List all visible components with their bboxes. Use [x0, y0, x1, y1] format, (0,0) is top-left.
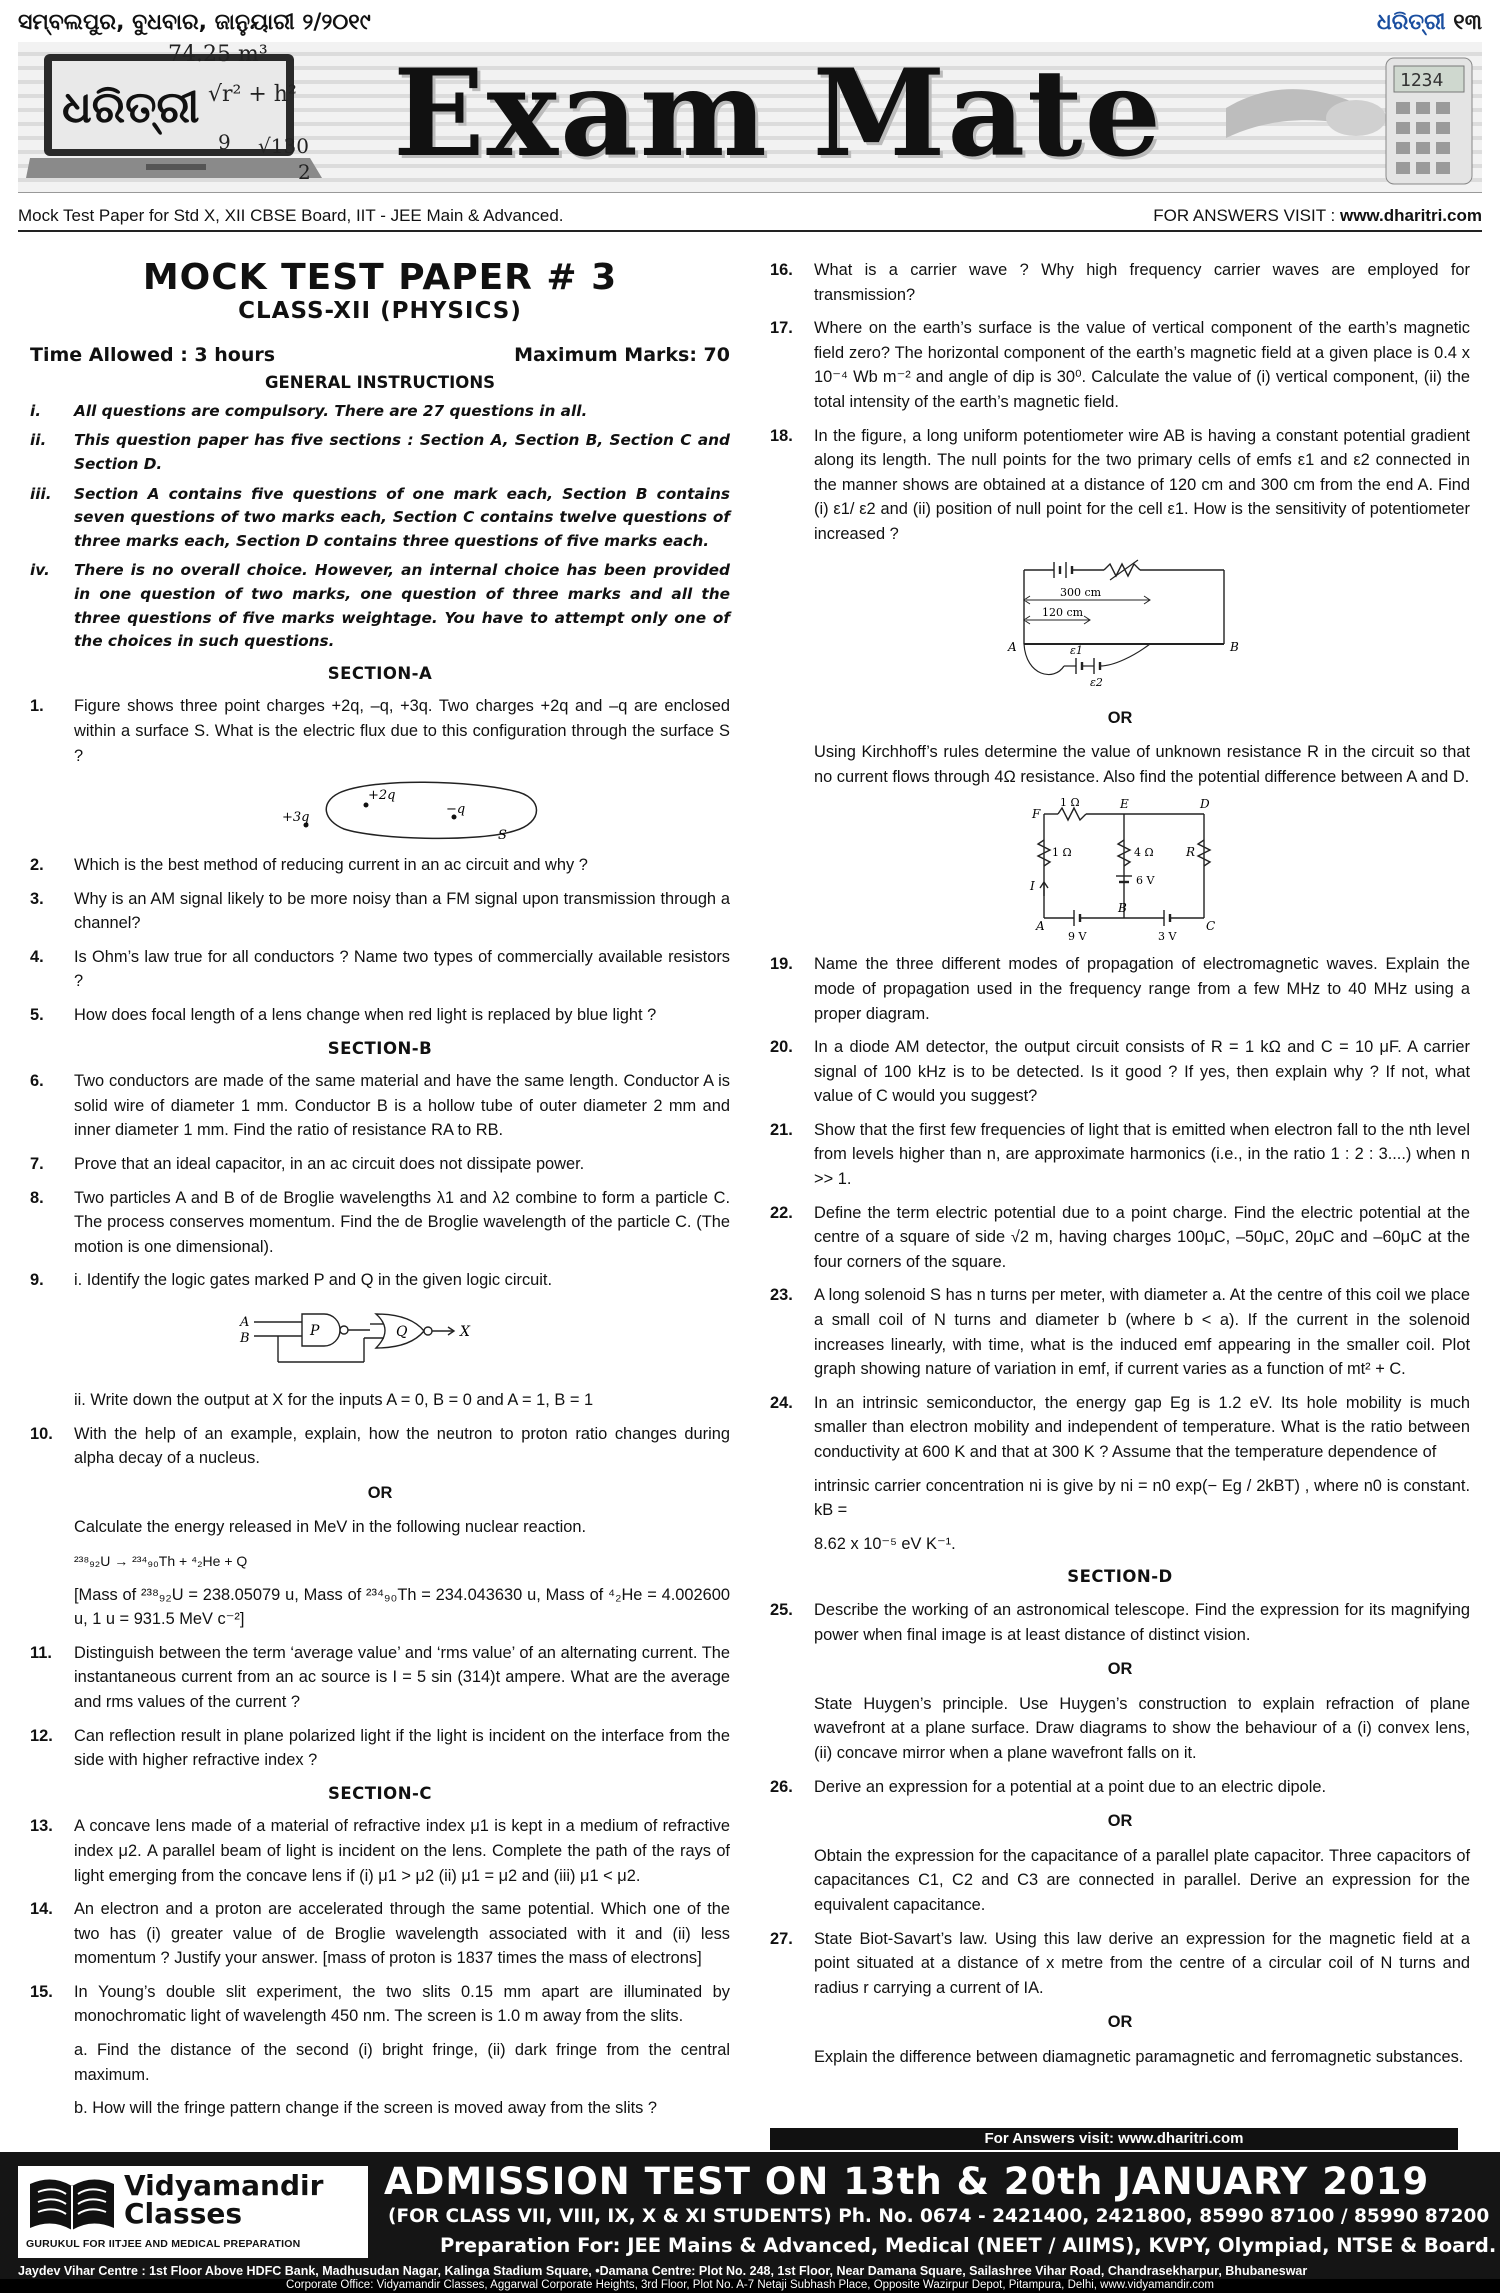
instruction-num: iii. — [30, 484, 52, 503]
question-2 — [30, 853, 730, 878]
gate-label: P — [310, 1323, 320, 1339]
question-15 — [30, 1980, 730, 2029]
question-number: 6. — [30, 1072, 44, 1091]
logo-name-line2: Classes — [124, 2197, 243, 2230]
question-number: 26. — [770, 1777, 793, 1796]
gate-label: Q — [396, 1324, 408, 1340]
question-number: 13. — [30, 1817, 53, 1836]
or-label: OR — [1107, 1660, 1133, 1679]
question-22 — [770, 1201, 1470, 1275]
node-label: F — [1032, 807, 1041, 822]
question-text: Distinguish between the term ‘average value’ and ‘rms value’ of an alternating current. The instantaneous current from an ac source is I = 5 sin (314)t ampere. What are the average and rms values of the current ? — [74, 1643, 730, 1711]
open-book-icon — [26, 2174, 118, 2234]
instruction-item — [30, 400, 730, 424]
gate-input-label: B — [240, 1331, 250, 1346]
question-text: A long solenoid S has n turns per meter, with diameter a. At the centre of this coil we place a small coil of N turns and diameter b (where b < a). If the current in the solenoid increases linearly, with time, what is the induced emf appearing in the smaller coil. Plot graph showing nature of variation in emf, if current varies as a function of mt² + C. — [814, 1286, 1470, 1379]
gate-output-label: X — [460, 1324, 470, 1340]
resistor-label: 4 Ω — [1134, 846, 1154, 860]
logic-circuit-figure — [74, 1302, 714, 1382]
question-20 — [770, 1035, 1470, 1109]
question-7 — [30, 1152, 730, 1177]
question-25 — [770, 1598, 1470, 1647]
question-12 — [30, 1724, 730, 1773]
question-number: 5. — [30, 1006, 44, 1025]
question-number: 4. — [30, 947, 44, 966]
formula-text: 2 — [298, 160, 311, 184]
resistor-label: 1 Ω — [1052, 846, 1072, 860]
laptop-logo-text: ଧରିତ୍ରୀ — [62, 82, 200, 133]
question-text: Two conductors are made of the same material and have the same length. Conductor A is solid wire of diameter 1 mm. Conductor B is a hollow tube of outer diameter 2 mm and inner diameter 1 mm. Find the ratio of resistance RA to RB. — [74, 1072, 730, 1140]
gate-input-label: A — [240, 1315, 250, 1330]
charge-label: +3q — [282, 810, 310, 826]
question-4 — [30, 945, 730, 994]
question-10 — [30, 1422, 730, 1471]
question-text: A concave lens made of a material of refractive index μ1 is kept in a medium of refractive index μ2. A parallel beam of light is incident on the lens. Complete the path of the rays of light emerging from the concave lens if (i) μ1 > μ2 (ii) μ1 = μ2 and (iii) μ1 < μ2. — [74, 1817, 730, 1885]
question-text: State Biot-Savart’s law. Using this law derive an expression for the magnetic field at a point situated at a distance of x metre from the centre of a circular coil of N turns and radius r carrying a current of IA. — [814, 1929, 1470, 1997]
question-text: Prove that an ideal capacitor, in an ac circuit does not dissipate power. — [74, 1155, 585, 1174]
exam-mate-banner — [18, 42, 1482, 193]
formula-text: 9 — [218, 130, 231, 154]
question-10-alt: Calculate the energy released in MeV in the following nuclear reaction. — [74, 1518, 587, 1537]
logo-tagline: GURUKUL FOR IITJEE AND MEDICAL PREPARATION — [26, 2238, 301, 2250]
time-marks-row — [30, 343, 730, 369]
question-text: Describe the working of an astronomical telescope. Find the expression for its magnifying power when final image is at least distance of distinct vision. — [814, 1600, 1470, 1644]
question-17 — [770, 316, 1470, 414]
question-number: 11. — [30, 1643, 52, 1662]
question-text: Derive an expression for a potential at a point due to an electric dipole. — [814, 1777, 1327, 1796]
node-label: C — [1206, 919, 1216, 934]
newspaper-brand: ଧରିତ୍ରୀ — [1376, 10, 1446, 35]
question-text: With the help of an example, explain, how the neutron to proton ratio changes during alpha decay of a nucleus. — [74, 1424, 730, 1468]
question-text: Two particles A and B of de Broglie wavelengths λ1 and λ2 combine to form a particle C. The process conserves momentum. Find the de Broglie wavelength of the particle C. (The motion is one dimensional). — [74, 1188, 730, 1256]
question-26-alt: Obtain the expression for the capacitance of a parallel plate capacitor. Three capacitors of capacitances C1, C2 and C3 are connected in parallel. Derive an expression for the equivalent capacitance. — [814, 1846, 1470, 1914]
question-18-alt: Using Kirchhoff’s rules determine the value of unknown resistance R in the circuit so that no current flows through 4Ω resistance. Also find the potential difference between A and D. — [814, 743, 1470, 786]
question-number: 18. — [770, 426, 793, 445]
question-24 — [770, 1391, 1470, 1465]
question-8 — [30, 1186, 730, 1260]
question-24-constant: 8.62 x 10⁻⁵ eV K⁻¹. — [814, 1534, 956, 1553]
instruction-num: i. — [30, 401, 42, 420]
question-text: Is Ohm’s law true for all conductors ? Name two types of commercially available resistors ? — [74, 947, 730, 991]
formula-text: √r² + h² — [208, 82, 297, 107]
ad-preparation: Preparation For: JEE Mains & Advanced, Medical (NEET / AIIMS), KVPY, Olympiad, NTSE & Board. — [440, 2234, 1497, 2257]
nuclear-equation: ²³⁸₉₂U → ²³⁴₉₀Th + ⁴₂He + Q — [74, 1552, 248, 1569]
paper-title: MOCK TEST PAPER # 3 — [142, 257, 618, 298]
formula-text: √130 — [258, 134, 309, 158]
emf-label: ε1 — [1070, 643, 1083, 657]
question-9 — [30, 1268, 730, 1293]
section-a-heading: SECTION-A — [327, 663, 433, 683]
maximum-marks: Maximum Marks: 70 — [514, 344, 730, 367]
answers-footer-strip[interactable]: For Answers visit: www.dharitri.com — [770, 2128, 1458, 2150]
question-number: 25. — [770, 1600, 793, 1619]
question-3 — [30, 887, 730, 936]
answers-link-line — [1153, 206, 1482, 226]
node-label: D — [1200, 798, 1210, 812]
formula-text: 74.25 m³ — [168, 42, 268, 67]
question-number: 23. — [770, 1286, 793, 1305]
potentiometer-figure — [814, 556, 1454, 696]
battery-label: 3 V — [1158, 930, 1177, 944]
question-number: 14. — [30, 1900, 53, 1919]
question-number: 16. — [770, 261, 793, 279]
right-column — [770, 258, 1470, 2078]
question-23 — [770, 1283, 1470, 1381]
node-label: E — [1120, 798, 1129, 812]
question-text: In Young’s double slit experiment, the two slits 0.15 mm apart are illuminated by monochromatic light of wavelength 450 nm. The screen is 1.0 m away from the slits. — [74, 1982, 730, 2026]
question-text: In a diode AM detector, the output circuit consists of R = 1 kΩ and C = 10 μF. A carrier signal of 100 kHz is to be detected. Is it good ? If yes, then explain why ? If not, what value of C would you suggest? — [814, 1038, 1470, 1106]
battery-label: 6 V — [1136, 874, 1155, 888]
instruction-item — [30, 483, 730, 554]
length-label: 120 cm — [1042, 605, 1084, 619]
calculator-display: 1234 — [1400, 70, 1444, 91]
question-text: In the figure, a long uniform potentiometer wire AB is having a constant potential gradient along its length. The null points for the two primary cells of emfs ε1 and ε2 connected in the manner shows are obtained at a distance of 120 cm and 300 cm from the end A. Find (i) ε1/ ε2 and (ii) position of null point for the cell ε1. How is the sensitivity of potentiometer increased ? — [814, 426, 1470, 543]
question-text: Where on the earth’s surface is the value of vertical component of the earth’s magnetic field zero? The horizontal component of the earth’s magnetic field at a given place is 0.4 x 10⁻⁴ Wb m⁻² and angle of dip is 30⁰. Calculate the value of (i) vertical component, (ii) the total intensity of the earth’s magnetic field. — [814, 319, 1470, 411]
question-text: Which is the best method of reducing current in an ac circuit and why ? — [74, 856, 588, 875]
logo-name-line1: Vidyamandir — [124, 2169, 324, 2202]
instruction-text: All questions are compulsory. There are 27 questions in all. — [74, 401, 588, 420]
section-b-heading: SECTION-B — [327, 1038, 433, 1058]
question-10-data: [Mass of ²³⁸₉₂U = 238.05079 u, Mass of ²³⁴₉₀Th = 234.043630 u, Mass of ⁴₂He = 4.002600 u, 1 u = 931.5 MeV c⁻²] — [74, 1585, 730, 1629]
question-16 — [770, 258, 1470, 307]
question-19 — [770, 952, 1470, 1026]
question-text: Name the three different modes of propagation of electromagnetic waves. Explain the mode of propagation used in the frequency range from a few MHz to 40 MHz using a proper diagram. — [814, 955, 1470, 1023]
battery-label: 9 V — [1068, 930, 1087, 944]
question-number: 24. — [770, 1393, 793, 1412]
ad-classes-phone: (FOR CLASS VII, VIII, IX, X & XI STUDENTS) Ph. No. 0674 - 2421400, 2421800, 85990 87100 / 85990 87200 — [388, 2206, 1490, 2227]
question-number: 8. — [30, 1188, 44, 1207]
question-number: 10. — [30, 1424, 53, 1443]
question-text: What is a carrier wave ? Why high frequency carrier waves are employed for transmission? — [814, 261, 1470, 304]
time-allowed: Time Allowed : 3 hours — [30, 344, 276, 367]
node-label: A — [1036, 919, 1045, 934]
question-text: How does focal length of a lens change when red light is replaced by blue light ? — [74, 1006, 657, 1025]
question-text: Define the term electric potential due to a point charge. Find the electric potential at the centre of a square of side √2 m, having charges 100μC, –50μC, 20μC and –60μC at the four corners of the square. — [814, 1203, 1470, 1271]
page-marker — [1377, 10, 1482, 35]
resistor-label: 1 Ω — [1060, 798, 1080, 810]
question-number: 7. — [30, 1155, 44, 1174]
charge-label: +2q — [368, 788, 396, 804]
vidyamandir-advertisement — [0, 2152, 1500, 2290]
question-number: 3. — [30, 889, 44, 908]
question-number: 19. — [770, 955, 793, 974]
question-text: Figure shows three point charges +2q, –q, +3q. Two charges +2q and –q are enclosed within a surface S. What is the electric flux due to this configuration through the surface S ? — [74, 697, 730, 765]
instruction-num: ii. — [30, 431, 47, 450]
general-instructions-heading: GENERAL INSTRUCTIONS — [264, 373, 496, 393]
ad-centres: Jaydev Vihar Centre : 1st Floor Above HDFC Bank, Madhusudan Nagar, Kalinga Stadium Square, •Damana Centre: Plot No. 248, 1st Floor, Near Damana Square, Sailashree Vihar Road, Chandrasekharpur, Bhubaneswar — [18, 2264, 1308, 2278]
left-column — [30, 258, 730, 2130]
question-14 — [30, 1897, 730, 1971]
current-label: I — [1030, 879, 1035, 894]
banner-subtitle: Mock Test Paper for Std X, XII CBSE Board, IIT - JEE Main & Advanced. — [18, 206, 564, 225]
question-text: i. Identify the logic gates marked P and Q in the given logic circuit. — [74, 1271, 553, 1290]
question-27-alt: Explain the difference between diamagnetic paramagnetic and ferromagnetic substances. — [814, 2047, 1464, 2066]
answers-url[interactable]: www.dharitri.com — [1339, 206, 1482, 225]
question-15-part-a: a. Find the distance of the second (i) bright fringe, (ii) dark fringe from the central maximum. — [74, 2041, 730, 2084]
edition-date: ସମ୍ବଲପୁର, ବୁଧବାର, ଜାନୁୟାରୀ ୨/୨୦୧୯ — [18, 10, 371, 35]
laptop-logo-icon — [26, 46, 326, 186]
instruction-text: There is no overall choice. However, an internal choice has been provided in one question of two marks, one question of three marks and all the three questions of five marks weightage. You have to attempt only one of the choices in such questions. — [74, 561, 730, 651]
question-13 — [30, 1814, 730, 1888]
masthead-title: Exam Mate — [393, 43, 1163, 184]
instruction-item — [30, 429, 730, 476]
question-number: 2. — [30, 856, 44, 875]
question-11 — [30, 1641, 730, 1715]
wire-end-label: B — [1230, 639, 1239, 654]
node-label: B — [1118, 901, 1127, 916]
or-label: OR — [367, 1483, 393, 1502]
charge-label: −q — [446, 802, 466, 818]
question-27 — [770, 1927, 1470, 2001]
question-26 — [770, 1775, 1470, 1800]
ad-corporate-office: Corporate Office: Vidyamandir Classes, Aggarwal Corporate Heights, 3rd Floor, Plot No. A-7 Netaji Subhash Place, Opposite Wazirpur Depot, Pitampura, Delhi, www.vidyamandir.com — [0, 2279, 1500, 2293]
question-number: 17. — [770, 319, 793, 338]
page-number: ୧୩ — [1453, 10, 1482, 35]
banner-subtitle-bar — [18, 200, 1482, 232]
instruction-text: This question paper has five sections : Section A, Section B, Section C and Section D. — [74, 431, 730, 473]
question-text: Why is an AM signal likely to be more noisy than a FM signal upon transmission through a channel? — [74, 889, 730, 933]
question-5 — [30, 1003, 730, 1028]
question-number: 20. — [770, 1038, 793, 1057]
vidyamandir-logo — [18, 2166, 368, 2258]
instruction-item — [30, 559, 730, 653]
top-bar — [18, 6, 1482, 42]
question-number: 12. — [30, 1726, 53, 1745]
answers-prefix: FOR ANSWERS VISIT : — [1153, 206, 1340, 225]
or-label: OR — [1107, 1812, 1133, 1831]
question-number: 15. — [30, 1982, 53, 2001]
wire-end-label: A — [1008, 639, 1017, 654]
paper-subtitle: CLASS-XII (PHYSICS) — [238, 297, 522, 324]
surface-label: S — [498, 828, 507, 844]
question-text: An electron and a proton are accelerated through the same potential. Which one of the two has (i) greater value of de Broglie wavelength associated with it and (ii) less momentum ? Justify your answer. [mass of proton is 1837 times the mass of electrons] — [74, 1900, 730, 1968]
charge-surface-figure — [74, 777, 714, 849]
emf-label: ε2 — [1090, 675, 1103, 689]
kirchhoff-circuit-figure — [814, 798, 1454, 948]
calculator-hand-icon — [1216, 48, 1476, 186]
question-number: 1. — [30, 697, 44, 716]
question-1 — [30, 694, 730, 768]
question-number: 27. — [770, 1929, 793, 1948]
question-6 — [30, 1069, 730, 1143]
length-label: 300 cm — [1060, 585, 1102, 599]
section-d-heading: SECTION-D — [1067, 1567, 1173, 1587]
instruction-text: Section A contains five questions of one mark each, Section B contains seven questions of two marks each, Section C contains twelve questions of three marks each, Section D contains three questions of five marks each. — [74, 484, 730, 550]
question-25-alt: State Huygen’s principle. Use Huygen’s construction to explain refraction of plane wavefront at a plane surface. Draw diagrams to show the behaviour of a (i) convex lens, (ii) concave mirror when a plane wavefront falls on it. — [814, 1694, 1470, 1762]
question-21 — [770, 1118, 1470, 1192]
question-15-part-b: b. How will the fringe pattern change if the screen is moved away from the slits ? — [74, 2099, 658, 2118]
section-c-heading: SECTION-C — [328, 1783, 432, 1803]
question-number: 21. — [770, 1120, 793, 1139]
or-label: OR — [1107, 2013, 1133, 2032]
question-9-part-ii: ii. Write down the output at X for the inputs A = 0, B = 0 and A = 1, B = 1 — [74, 1391, 594, 1409]
ad-headline: ADMISSION TEST ON 13th & 20th JANUARY 2019 — [384, 2160, 1430, 2203]
logo-name — [124, 2169, 324, 2230]
or-label: OR — [1107, 708, 1133, 727]
question-18 — [770, 424, 1470, 547]
instruction-num: iv. — [30, 561, 50, 580]
question-text: In an intrinsic semiconductor, the energy gap Eg is 1.2 eV. Its hole mobility is much smaller than electron mobility and independent of temperature. What is the ratio between conductivity at 600 K and that at 300 K ? Assume that the temperature dependence of — [814, 1393, 1470, 1461]
question-number: 9. — [30, 1271, 44, 1290]
question-number: 22. — [770, 1203, 793, 1222]
question-text: Show that the first few frequencies of light that is emitted when electron fall to the nth level from levels higher than n, are approximate harmonics (i.e., in the ratio 1 : 2 : 3....) when n >> 1. — [814, 1120, 1470, 1189]
question-24-formula: intrinsic carrier concentration ni is give by ni = n0 exp(− Eg / 2kBT) , where n0 is constant. kB = — [814, 1476, 1470, 1520]
resistor-label: R — [1186, 845, 1196, 860]
question-text: Can reflection result in plane polarized light if the light is incident on the interface from the side with higher refractive index ? — [74, 1726, 730, 1770]
